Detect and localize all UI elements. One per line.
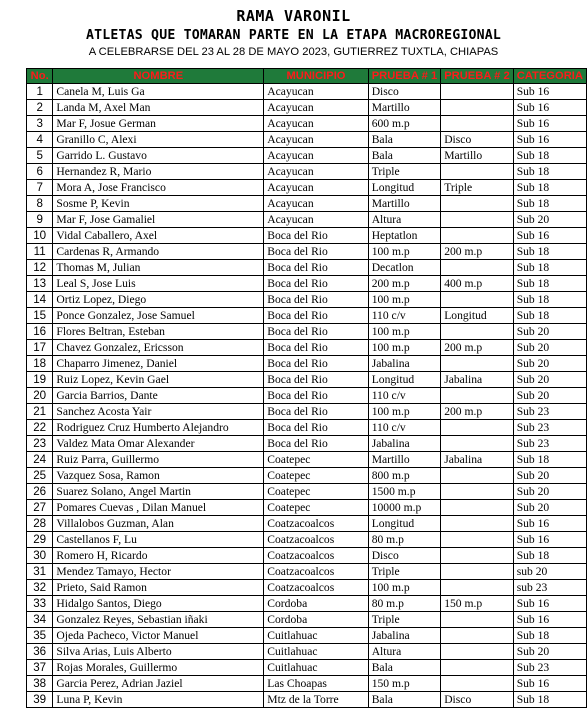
cell-no: 14 — [27, 292, 53, 308]
cell-categoria: Sub 16 — [513, 100, 586, 116]
cell-prueba-1: 110 c/v — [368, 388, 441, 404]
cell-categoria: Sub 23 — [513, 420, 586, 436]
cell-municipio: Cordoba — [264, 596, 368, 612]
cell-prueba-2: Martillo — [441, 148, 514, 164]
cell-nombre: Luna P, Kevin — [53, 692, 264, 708]
cell-prueba-1: Decatlon — [368, 260, 441, 276]
table-row — [27, 324, 587, 340]
cell-categoria: Sub 18 — [513, 452, 586, 468]
cell-municipio: Cuitlahuac — [264, 660, 368, 676]
cell-nombre: Vazquez Sosa, Ramon — [53, 468, 264, 484]
document-header — [0, 6, 587, 62]
cell-prueba-1: 110 c/v — [368, 308, 441, 324]
cell-nombre: Garrido L. Gustavo — [53, 148, 264, 164]
cell-municipio: Coatepec — [264, 452, 368, 468]
cell-no: 17 — [27, 340, 53, 356]
cell-no: 37 — [27, 660, 53, 676]
cell-nombre: Cardenas R, Armando — [53, 244, 264, 260]
cell-nombre: Granillo C, Alexi — [53, 132, 264, 148]
cell-prueba-2 — [441, 500, 514, 516]
cell-municipio: Acayucan — [264, 212, 368, 228]
cell-municipio: Cuitlahuac — [264, 628, 368, 644]
cell-municipio: Boca del Rio — [264, 292, 368, 308]
cell-nombre: Sanchez Acosta Yair — [53, 404, 264, 420]
cell-nombre: Hidalgo Santos, Diego — [53, 596, 264, 612]
cell-categoria: Sub 18 — [513, 292, 586, 308]
cell-municipio: Boca del Rio — [264, 388, 368, 404]
cell-prueba-1: 100 m.p — [368, 244, 441, 260]
table-row — [27, 388, 587, 404]
cell-prueba-1: Jabalina — [368, 356, 441, 372]
cell-categoria: Sub 16 — [513, 532, 586, 548]
event-details: A CELEBRARSE DEL 23 AL 28 DE MAYO 2023, GUTIERREZ TUXTLA, CHIAPAS — [88, 46, 499, 58]
cell-categoria: Sub 23 — [513, 660, 586, 676]
cell-prueba-2 — [441, 228, 514, 244]
cell-municipio: Boca del Rio — [264, 308, 368, 324]
cell-municipio: Acayucan — [264, 84, 368, 100]
table-header-row — [27, 69, 587, 84]
cell-categoria: Sub 20 — [513, 468, 586, 484]
cell-categoria: Sub 20 — [513, 324, 586, 340]
cell-nombre: Castellanos F, Lu — [53, 532, 264, 548]
cell-nombre: Ruiz Lopez, Kevin Gael — [53, 372, 264, 388]
cell-prueba-2: Disco — [441, 132, 514, 148]
document-subtitle: ATLETAS QUE TOMARAN PARTE EN LA ETAPA MACROREGIONAL — [85, 28, 502, 43]
table-row — [27, 404, 587, 420]
cell-prueba-2 — [441, 612, 514, 628]
cell-categoria: Sub 23 — [513, 436, 586, 452]
cell-prueba-2 — [441, 420, 514, 436]
document-title: RAMA VARONIL — [236, 7, 351, 25]
cell-municipio: Las Choapas — [264, 676, 368, 692]
cell-nombre: Ruiz Parra, Guillermo — [53, 452, 264, 468]
cell-municipio: Coatepec — [264, 500, 368, 516]
table-row — [27, 180, 587, 196]
cell-nombre: Flores Beltran, Esteban — [53, 324, 264, 340]
cell-no: 25 — [27, 468, 53, 484]
table-row — [27, 308, 587, 324]
table-row — [27, 292, 587, 308]
cell-municipio: Mtz de la Torre — [264, 692, 368, 708]
cell-prueba-1: 100 m.p — [368, 340, 441, 356]
cell-prueba-2: Jabalina — [441, 372, 514, 388]
cell-prueba-1: Martillo — [368, 100, 441, 116]
cell-categoria: Sub 18 — [513, 692, 586, 708]
cell-prueba-2 — [441, 292, 514, 308]
table-row — [27, 532, 587, 548]
column-header-no: No. — [27, 69, 53, 84]
cell-categoria: Sub 20 — [513, 500, 586, 516]
cell-categoria: Sub 16 — [513, 132, 586, 148]
cell-prueba-1: Martillo — [368, 196, 441, 212]
cell-prueba-2 — [441, 436, 514, 452]
cell-no: 30 — [27, 548, 53, 564]
column-header-prueba-1: PRUEBA # 1 — [368, 69, 441, 84]
cell-prueba-2: 200 m.p — [441, 340, 514, 356]
cell-municipio: Acayucan — [264, 164, 368, 180]
cell-nombre: Romero H, Ricardo — [53, 548, 264, 564]
cell-no: 39 — [27, 692, 53, 708]
cell-nombre: Thomas M, Julian — [53, 260, 264, 276]
cell-no: 38 — [27, 676, 53, 692]
cell-prueba-1: 80 m.p — [368, 596, 441, 612]
cell-municipio: Boca del Rio — [264, 324, 368, 340]
table-row — [27, 260, 587, 276]
cell-categoria: Sub 18 — [513, 628, 586, 644]
column-header-prueba-2: PRUEBA # 2 — [441, 69, 514, 84]
cell-nombre: Pomares Cuevas , Dilan Manuel — [53, 500, 264, 516]
cell-municipio: Boca del Rio — [264, 404, 368, 420]
cell-nombre: Rodriguez Cruz Humberto Alejandro — [53, 420, 264, 436]
cell-prueba-1: 600 m.p — [368, 116, 441, 132]
cell-no: 26 — [27, 484, 53, 500]
cell-categoria: Sub 18 — [513, 164, 586, 180]
cell-municipio: Acayucan — [264, 148, 368, 164]
table-row — [27, 244, 587, 260]
cell-nombre: Mar F, Josue German — [53, 116, 264, 132]
table-row — [27, 452, 587, 468]
cell-no: 1 — [27, 84, 53, 100]
table-row — [27, 340, 587, 356]
table-row — [27, 132, 587, 148]
cell-prueba-1: 100 m.p — [368, 404, 441, 420]
column-header-categoria: CATEGORIA — [513, 69, 586, 84]
table-row — [27, 436, 587, 452]
cell-no: 35 — [27, 628, 53, 644]
cell-nombre: Sosme P, Kevin — [53, 196, 264, 212]
cell-nombre: Mar F, Jose Gamaliel — [53, 212, 264, 228]
cell-prueba-1: 100 m.p — [368, 580, 441, 596]
cell-prueba-2: Triple — [441, 180, 514, 196]
cell-prueba-1: 100 m.p — [368, 292, 441, 308]
table-row — [27, 372, 587, 388]
table-row — [27, 580, 587, 596]
cell-prueba-2 — [441, 532, 514, 548]
cell-prueba-2: 200 m.p — [441, 404, 514, 420]
cell-nombre: Hernandez R, Mario — [53, 164, 264, 180]
cell-prueba-1: 1500 m.p — [368, 484, 441, 500]
table-row — [27, 276, 587, 292]
cell-categoria: Sub 16 — [513, 84, 586, 100]
cell-categoria: Sub 18 — [513, 308, 586, 324]
cell-municipio: Boca del Rio — [264, 372, 368, 388]
cell-prueba-1: Bala — [368, 132, 441, 148]
cell-prueba-1: Triple — [368, 164, 441, 180]
cell-municipio: Boca del Rio — [264, 436, 368, 452]
cell-no: 10 — [27, 228, 53, 244]
cell-categoria: Sub 20 — [513, 388, 586, 404]
cell-categoria: Sub 18 — [513, 276, 586, 292]
cell-categoria: Sub 20 — [513, 484, 586, 500]
cell-no: 20 — [27, 388, 53, 404]
table-row — [27, 676, 587, 692]
cell-prueba-2 — [441, 196, 514, 212]
cell-prueba-2 — [441, 564, 514, 580]
cell-prueba-2 — [441, 116, 514, 132]
table-row — [27, 164, 587, 180]
cell-municipio: Boca del Rio — [264, 356, 368, 372]
cell-categoria: Sub 16 — [513, 228, 586, 244]
table-row — [27, 596, 587, 612]
cell-no: 36 — [27, 644, 53, 660]
cell-prueba-2 — [441, 164, 514, 180]
cell-prueba-2 — [441, 212, 514, 228]
cell-categoria: Sub 16 — [513, 116, 586, 132]
cell-prueba-1: 110 c/v — [368, 420, 441, 436]
cell-categoria: Sub 18 — [513, 548, 586, 564]
cell-prueba-1: Longitud — [368, 180, 441, 196]
table-row — [27, 644, 587, 660]
cell-nombre: Rojas Morales, Guillermo — [53, 660, 264, 676]
cell-prueba-2 — [441, 644, 514, 660]
cell-municipio: Acayucan — [264, 196, 368, 212]
cell-municipio: Coatzacoalcos — [264, 548, 368, 564]
column-header-nombre: NOMBRE — [53, 69, 264, 84]
cell-prueba-2 — [441, 468, 514, 484]
cell-no: 15 — [27, 308, 53, 324]
cell-prueba-2: 400 m.p — [441, 276, 514, 292]
table-row — [27, 84, 587, 100]
cell-no: 21 — [27, 404, 53, 420]
table-row — [27, 228, 587, 244]
cell-categoria: Sub 18 — [513, 260, 586, 276]
cell-no: 11 — [27, 244, 53, 260]
cell-no: 22 — [27, 420, 53, 436]
cell-nombre: Valdez Mata Omar Alexander — [53, 436, 264, 452]
cell-municipio: Coatzacoalcos — [264, 516, 368, 532]
cell-municipio: Boca del Rio — [264, 244, 368, 260]
table-row — [27, 356, 587, 372]
cell-nombre: Suarez Solano, Angel Martin — [53, 484, 264, 500]
cell-municipio: Cuitlahuac — [264, 644, 368, 660]
table-row — [27, 116, 587, 132]
cell-prueba-1: Jabalina — [368, 628, 441, 644]
cell-prueba-2: 200 m.p — [441, 244, 514, 260]
cell-municipio: Coatzacoalcos — [264, 532, 368, 548]
cell-nombre: Vidal Caballero, Axel — [53, 228, 264, 244]
cell-prueba-2 — [441, 628, 514, 644]
cell-prueba-2 — [441, 660, 514, 676]
cell-categoria: Sub 16 — [513, 596, 586, 612]
cell-categoria: Sub 18 — [513, 180, 586, 196]
cell-categoria: Sub 18 — [513, 148, 586, 164]
cell-prueba-1: 800 m.p — [368, 468, 441, 484]
cell-nombre: Canela M, Luis Ga — [53, 84, 264, 100]
cell-municipio: Boca del Rio — [264, 228, 368, 244]
cell-categoria: Sub 20 — [513, 644, 586, 660]
cell-municipio: Coatzacoalcos — [264, 580, 368, 596]
cell-no: 19 — [27, 372, 53, 388]
cell-nombre: Ojeda Pacheco, Victor Manuel — [53, 628, 264, 644]
cell-prueba-1: Bala — [368, 692, 441, 708]
table-row — [27, 484, 587, 500]
table-row — [27, 212, 587, 228]
cell-no: 8 — [27, 196, 53, 212]
cell-prueba-2 — [441, 84, 514, 100]
cell-categoria: Sub 16 — [513, 676, 586, 692]
table-row — [27, 660, 587, 676]
cell-prueba-1: Martillo — [368, 452, 441, 468]
cell-nombre: Landa M, Axel Man — [53, 100, 264, 116]
cell-prueba-2 — [441, 676, 514, 692]
table-row — [27, 420, 587, 436]
cell-categoria: Sub 16 — [513, 612, 586, 628]
cell-no: 9 — [27, 212, 53, 228]
cell-municipio: Acayucan — [264, 116, 368, 132]
cell-nombre: Leal S, Jose Luis — [53, 276, 264, 292]
cell-nombre: Ortiz Lopez, Diego — [53, 292, 264, 308]
cell-no: 6 — [27, 164, 53, 180]
cell-nombre: Mendez Tamayo, Hector — [53, 564, 264, 580]
cell-nombre: Gonzalez Reyes, Sebastian iñaki — [53, 612, 264, 628]
cell-prueba-2: Disco — [441, 692, 514, 708]
cell-prueba-1: Jabalina — [368, 436, 441, 452]
table-body — [27, 84, 587, 708]
cell-no: 12 — [27, 260, 53, 276]
cell-prueba-2: Longitud — [441, 308, 514, 324]
cell-nombre: Mora A, Jose Francisco — [53, 180, 264, 196]
column-header-municipio: MUNICIPIO — [264, 69, 368, 84]
cell-no: 24 — [27, 452, 53, 468]
table-row — [27, 196, 587, 212]
cell-municipio: Acayucan — [264, 100, 368, 116]
cell-no: 33 — [27, 596, 53, 612]
cell-no: 34 — [27, 612, 53, 628]
cell-nombre: Silva Arias, Luis Alberto — [53, 644, 264, 660]
athletes-table — [26, 68, 587, 708]
cell-prueba-2: 150 m.p — [441, 596, 514, 612]
table-row — [27, 516, 587, 532]
cell-prueba-1: Altura — [368, 644, 441, 660]
cell-no: 29 — [27, 532, 53, 548]
cell-nombre: Villalobos Guzman, Alan — [53, 516, 264, 532]
cell-nombre: Garcia Perez, Adrian Jaziel — [53, 676, 264, 692]
cell-municipio: Coatepec — [264, 468, 368, 484]
cell-no: 4 — [27, 132, 53, 148]
cell-prueba-1: Longitud — [368, 372, 441, 388]
cell-prueba-2 — [441, 484, 514, 500]
table-row — [27, 628, 587, 644]
cell-no: 3 — [27, 116, 53, 132]
cell-nombre: Prieto, Said Ramon — [53, 580, 264, 596]
cell-categoria: sub 20 — [513, 564, 586, 580]
cell-no: 18 — [27, 356, 53, 372]
cell-municipio: Coatepec — [264, 484, 368, 500]
cell-no: 2 — [27, 100, 53, 116]
cell-nombre: Garcia Barrios, Dante — [53, 388, 264, 404]
table-row — [27, 500, 587, 516]
cell-categoria: Sub 20 — [513, 356, 586, 372]
cell-categoria: sub 23 — [513, 580, 586, 596]
cell-nombre: Chaparro Jimenez, Daniel — [53, 356, 264, 372]
cell-prueba-2 — [441, 516, 514, 532]
cell-categoria: Sub 20 — [513, 340, 586, 356]
cell-prueba-1: Altura — [368, 212, 441, 228]
cell-prueba-1: Bala — [368, 148, 441, 164]
table-row — [27, 548, 587, 564]
cell-prueba-2: Jabalina — [441, 452, 514, 468]
cell-prueba-1: Disco — [368, 84, 441, 100]
cell-prueba-1: Disco — [368, 548, 441, 564]
cell-no: 23 — [27, 436, 53, 452]
cell-municipio: Boca del Rio — [264, 260, 368, 276]
cell-no: 31 — [27, 564, 53, 580]
cell-prueba-2 — [441, 388, 514, 404]
cell-categoria: Sub 23 — [513, 404, 586, 420]
cell-prueba-1: Bala — [368, 660, 441, 676]
cell-prueba-1: Triple — [368, 612, 441, 628]
cell-prueba-2 — [441, 100, 514, 116]
cell-municipio: Acayucan — [264, 180, 368, 196]
table-row — [27, 564, 587, 580]
table-row — [27, 100, 587, 116]
cell-prueba-2 — [441, 260, 514, 276]
cell-categoria: Sub 16 — [513, 516, 586, 532]
cell-municipio: Boca del Rio — [264, 340, 368, 356]
cell-no: 7 — [27, 180, 53, 196]
cell-prueba-1: 80 m.p — [368, 532, 441, 548]
cell-no: 32 — [27, 580, 53, 596]
cell-nombre: Ponce Gonzalez, Jose Samuel — [53, 308, 264, 324]
cell-prueba-1: Longitud — [368, 516, 441, 532]
cell-nombre: Chavez Gonzalez, Ericsson — [53, 340, 264, 356]
cell-municipio: Coatzacoalcos — [264, 564, 368, 580]
cell-categoria: Sub 20 — [513, 212, 586, 228]
cell-categoria: Sub 18 — [513, 244, 586, 260]
cell-prueba-1: 200 m.p — [368, 276, 441, 292]
cell-municipio: Acayucan — [264, 132, 368, 148]
cell-prueba-2 — [441, 580, 514, 596]
cell-no: 28 — [27, 516, 53, 532]
cell-prueba-1: Heptatlon — [368, 228, 441, 244]
cell-no: 13 — [27, 276, 53, 292]
table-row — [27, 148, 587, 164]
table-row — [27, 468, 587, 484]
cell-categoria: Sub 20 — [513, 372, 586, 388]
cell-prueba-1: Triple — [368, 564, 441, 580]
cell-municipio: Boca del Rio — [264, 276, 368, 292]
cell-categoria: Sub 18 — [513, 196, 586, 212]
cell-prueba-2 — [441, 324, 514, 340]
table-row — [27, 612, 587, 628]
cell-no: 5 — [27, 148, 53, 164]
cell-no: 16 — [27, 324, 53, 340]
cell-prueba-2 — [441, 356, 514, 372]
cell-prueba-1: 10000 m.p — [368, 500, 441, 516]
cell-municipio: Cordoba — [264, 612, 368, 628]
cell-no: 27 — [27, 500, 53, 516]
cell-municipio: Boca del Rio — [264, 420, 368, 436]
cell-prueba-1: 100 m.p — [368, 324, 441, 340]
cell-prueba-2 — [441, 548, 514, 564]
cell-prueba-1: 150 m.p — [368, 676, 441, 692]
